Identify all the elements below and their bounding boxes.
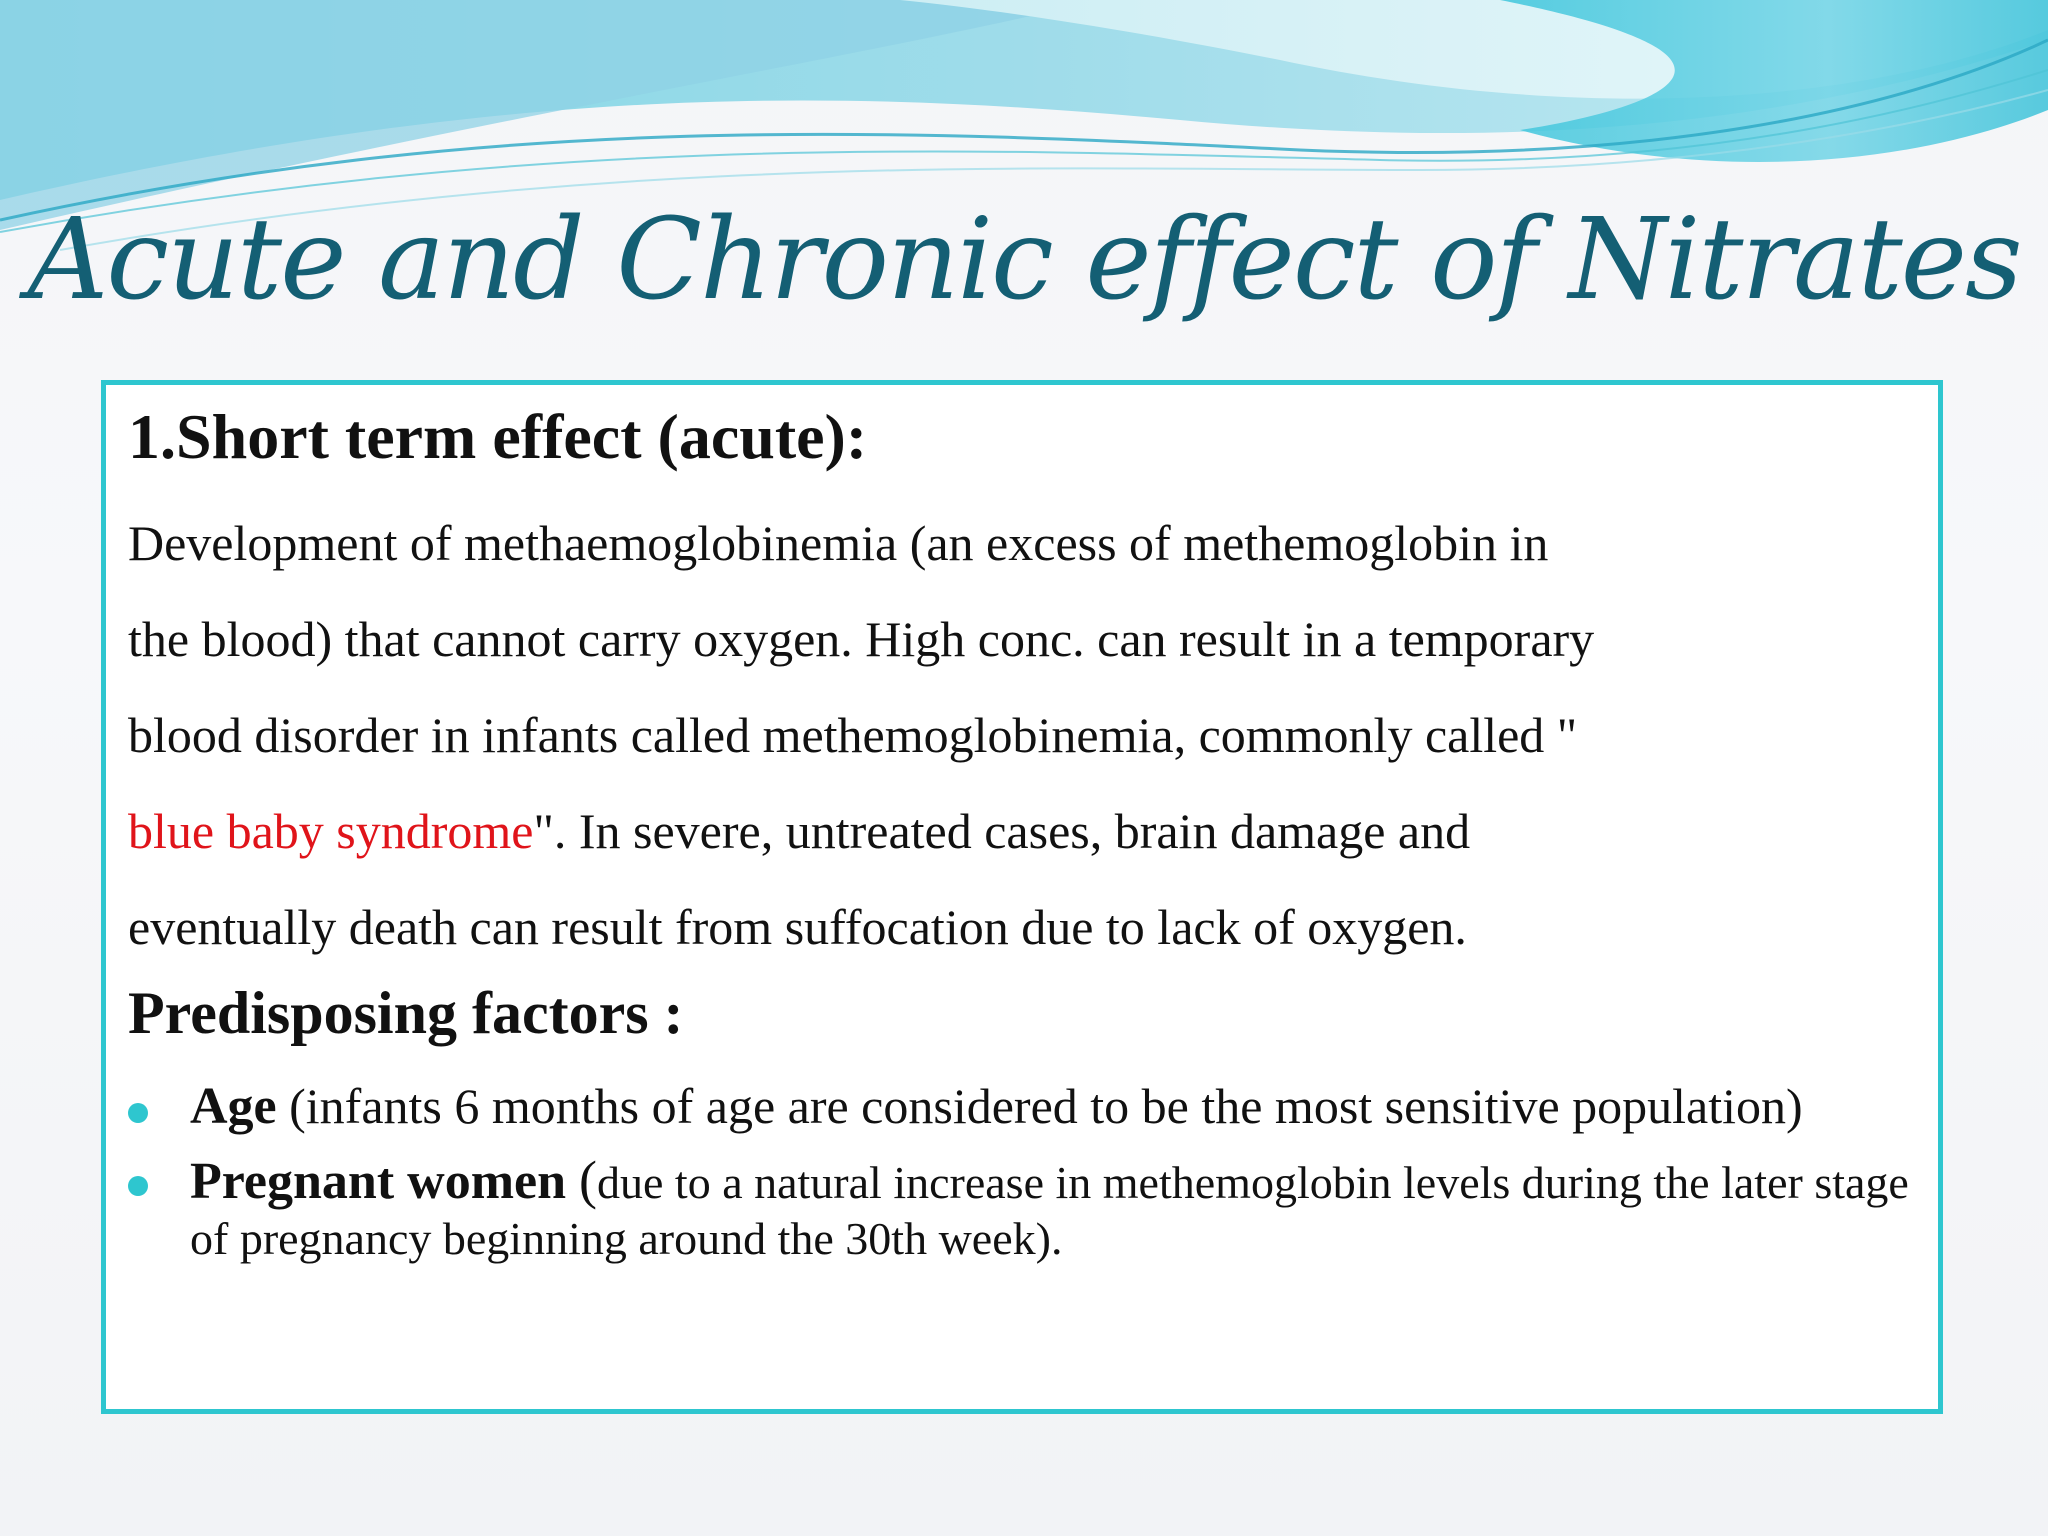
factor-text: (infants 6 months of age are considered to be the most sensitive population) [276, 1078, 1803, 1134]
factor-term: Age [190, 1078, 277, 1135]
paragraph-line: the blood) that cannot carry oxygen. High conc. can result in a temporary [128, 611, 1595, 667]
paragraph-line: Development of methaemoglobinemia (an excess of methemoglobin in [128, 515, 1549, 571]
factors-list [128, 1075, 1928, 1267]
paragraph-line: eventually death can result from suffocation due to lack of oxygen. [128, 899, 1467, 955]
paragraph-line: blood disorder in infants called methemoglobinemia, commonly called " [128, 707, 1578, 763]
slide-title: Acute and Chronic effect of Nitrates [27, 195, 2021, 325]
list-item [128, 1152, 1928, 1267]
list-item [128, 1075, 1928, 1138]
bullet-dot-icon [128, 1103, 148, 1123]
bullet-dot-icon [128, 1176, 148, 1196]
paragraph-text: ". In severe, untreated cases, brain damage and [533, 803, 1471, 859]
section-heading: 1.Short term effect (acute): [128, 401, 868, 472]
factor-text: due to a natural increase in methemoglobin levels during the later stage of pregnancy beginning around the 30th week). [190, 1157, 1909, 1264]
highlight-term: blue baby syndrome [128, 803, 534, 859]
factors-heading: Predisposing factors : [128, 980, 684, 1046]
factor-paren: ( [579, 1150, 597, 1210]
factor-term: Pregnant women [190, 1153, 580, 1210]
paragraph-line [128, 783, 1938, 879]
body-paragraph [128, 495, 1938, 975]
content-box [101, 380, 1943, 1414]
